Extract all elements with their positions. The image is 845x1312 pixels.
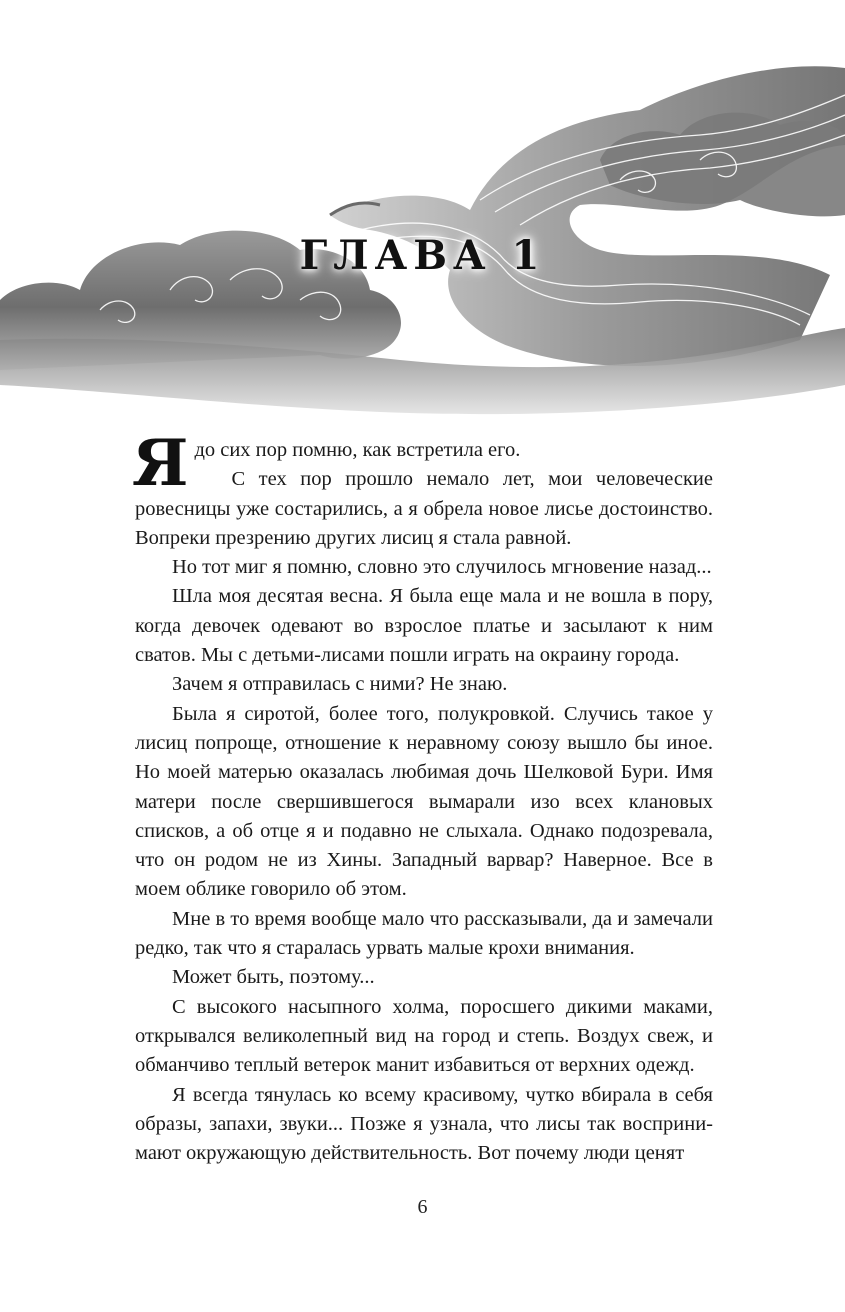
cloud-illustration — [0, 40, 845, 420]
paragraph: Зачем я отправилась с ними? Не знаю. — [172, 673, 508, 696]
body-text — [132, 426, 713, 1168]
drop-cap: Я — [132, 426, 189, 501]
page-number: 6 — [417, 1196, 428, 1218]
paragraph: Ядо сих пор помню, как встретила его. — [132, 426, 521, 501]
paragraph: Я всегда тянулась ко всему красивому, чутко вбирала в себя образы, запахи, звуки... Позже я узнала, что лисы так воспринимают окружающую действительность. Вот почему люди ценят — [135, 1083, 713, 1165]
river-band — [330, 66, 845, 366]
paragraph: Мне в то время вообще мало что рассказывали, да и замечали редко, так что я старалась урвать малые крохи внимания. — [135, 907, 713, 960]
paragraph: Но тот миг я помню, словно это случилось мгновение назад... — [172, 556, 712, 579]
paragraph: Шла моя десятая весна. Я была еще мала и не вошла в пору, когда девочек одевают во взрослое платье и засылают к ним сватов. Мы с детьми-лисами пошли играть на окраину города. — [135, 585, 713, 667]
paragraph: Может быть, поэтому... — [172, 966, 375, 989]
chapter-title: ГЛАВА 1 — [299, 232, 546, 279]
paragraph: С высокого насыпного холма, поросшего дикими маками, открывался великолепный вид на город и степь. Воздух свеж, и обманчиво теплый ветерок манит избавиться от верхних одежд. — [135, 995, 713, 1077]
paragraph: Была я сиротой, более того, полукровкой. Случись такое у лисиц попроще, отношение к неравному союзу вышло бы иное. Но моей матерью оказалась любимая дочь Шелковой Бури. Имя матери после свершившегося вымарали изо всех клановых списков, а об отце я и подавно не слыхала. Однако подозревала, что он родом не из Хины. Западный варвар? Наверное. Все в моем облике говорило об этом. — [135, 702, 713, 901]
paragraph: С тех пор прошло немало лет, мои человеческие ровесницы уже состарились, а я обрела новое лисье достоинство. Вопреки презрению других лисиц я стала равной. — [135, 468, 713, 549]
